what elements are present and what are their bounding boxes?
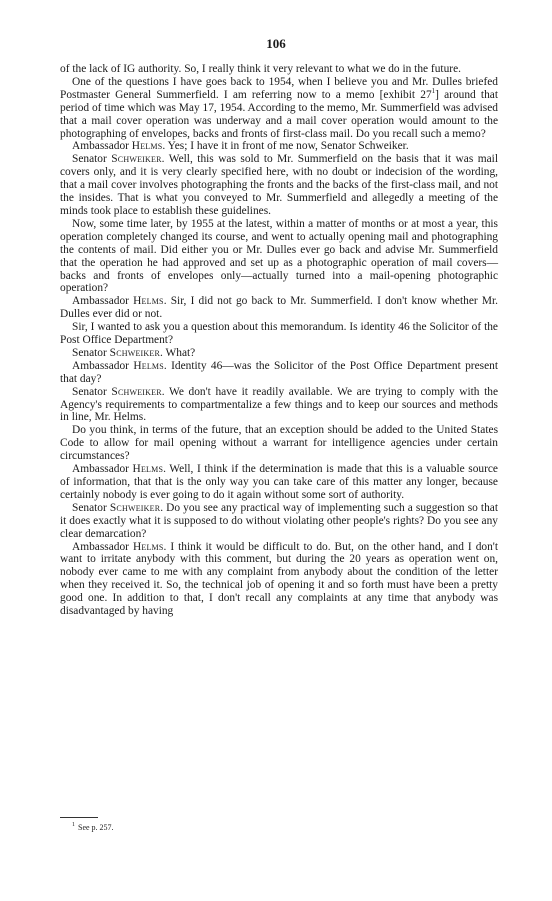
speaker-name: Schweiker: [109, 501, 161, 514]
speaker-name: Helms: [132, 540, 164, 553]
paragraph: [60, 502, 498, 541]
paragraph: [60, 321, 498, 347]
paragraph-text: . Well, this was sold to Mr. Summerfield on the basis that it was mail covers only, and it is very clearly specified here, with no doubt or indecision of the wording, that a mail cover involves photographing the fronts and the backs of the first-class mail, and not the insides. That is what you conveyed to Mr. Summerfield and allegedly a meeting of the minds took place to establish these guidelines.: [60, 153, 498, 217]
footnote-mark: 1: [72, 822, 75, 829]
paragraph-text: Senator: [72, 346, 110, 359]
paragraph: [60, 218, 498, 295]
footnote-text: See p. 257.: [78, 823, 114, 832]
paragraph-text: . Well, I think if the determination is made that this is a valuable source of information, that that is the only way you can take care of this matter any longer, because certainly nobody is ever going to do it again without some sort of authority.: [60, 463, 498, 501]
paragraph-text: Senator: [72, 385, 112, 398]
speaker-name: Schweiker: [111, 153, 162, 166]
paragraph-text: Now, some time later, by 1955 at the latest, within a matter of months or at most a year, this operation completely changed its course, and went to actually opening mail and photographing the contents of mail. Did either you or Mr. Dulles ever go back and advise Mr. Summerfield that the operation he had approved and set up as a photographic operation of mail covers—backs and fronts of envelopes only—actually turned into a mail-opening photographic operation?: [60, 217, 498, 295]
paragraph-text: Ambassador: [72, 295, 134, 308]
speaker-name: Schweiker: [109, 346, 161, 359]
paragraph: [60, 541, 498, 618]
speaker-name: Helms: [133, 295, 164, 308]
speaker-name: Helms: [132, 463, 164, 476]
paragraph-text: Do you think, in terms of the future, that an exception should be added to the United States Code to allow for mail opening without a warrant for intelligence agencies under certain circumstances?: [60, 424, 498, 463]
paragraph: [60, 76, 498, 141]
paragraph-text: One of the questions I have goes back to 1954, when I believe you and Mr. Dulles briefed Postmaster General Summerfield. I am referring now to a memo [exhibit 27: [60, 75, 498, 101]
paragraph: [60, 360, 498, 386]
paragraph: [60, 295, 498, 321]
paragraph-text: . Sir, I did not go back to Mr. Summerfield. I don't know whether Mr. Dulles ever did or not.: [60, 295, 499, 321]
paragraph: [60, 347, 498, 360]
paragraph-text: ] around that period of time which was May 17, 1954. According to the memo, Mr. Summerfield was advised that a mail cover operation was underway and a mail cover operation would amount to the photographing of envelopes, backs and fronts of first-class mail. Do you recall such a memo?: [60, 88, 498, 140]
paragraph-text: Sir, I wanted to ask you a question about this memorandum. Is identity 46 the Solicitor of the Post Office Department?: [60, 321, 498, 347]
paragraph: [60, 63, 498, 76]
paragraph-text: Ambassador: [72, 463, 133, 476]
paragraph-text: . I think it would be difficult to do. But, on the other hand, and I don't want to irritate anybody with this comment, but during the 20 years as operation went on, nobody ever came to me with any complaint from anybody about the condition of the letter when they received it. So, the technical job of opening it and so forth must have been a pretty good one. In addition to that, I don't recall any complaints at any time that anybody was disadvantaged by having: [60, 540, 498, 618]
paragraph-text: . Yes; I have it in front of me now, Senator Schweiker.: [162, 140, 409, 153]
paragraph-text: Ambassador: [72, 140, 132, 153]
paragraph-text: of the lack of IG authority. So, I really think it very relevant to what we do in the future.: [60, 63, 461, 75]
paragraph-text: . We don't have it readily available. We are trying to comply with the Agency's requirements to compartmentalize a few things and to keep our sources and methods in line, Mr. Helms.: [60, 385, 498, 424]
body-text: [60, 63, 498, 618]
paragraph-text: . Do you see any practical way of implementing such a suggestion so that it does exactly what it is supposed to do without violating other people's rights? Do you see any clear demarcation?: [60, 501, 498, 540]
page-number: 106: [266, 36, 286, 51]
paragraph: [60, 153, 498, 218]
paragraph-text: . Identity 46—was the Solicitor of the Post Office Department present that day?: [60, 359, 498, 385]
paragraph-text: Senator: [72, 153, 112, 166]
paragraph: [60, 386, 498, 425]
speaker-name: Schweiker: [111, 385, 162, 398]
speaker-name: Helms: [131, 140, 163, 153]
paragraph-text: Ambassador: [72, 540, 133, 553]
paragraph-text: Senator: [72, 501, 110, 514]
paragraph: [60, 463, 498, 502]
paragraph-text: . What?: [160, 346, 196, 359]
paragraph-text: Ambassador: [72, 359, 134, 372]
footnote-reference: 1: [431, 87, 436, 96]
footnote-divider: [60, 817, 98, 818]
paragraph: [60, 424, 498, 463]
footnote: [72, 823, 114, 832]
speaker-name: Helms: [133, 359, 164, 372]
paragraph: [60, 140, 498, 153]
